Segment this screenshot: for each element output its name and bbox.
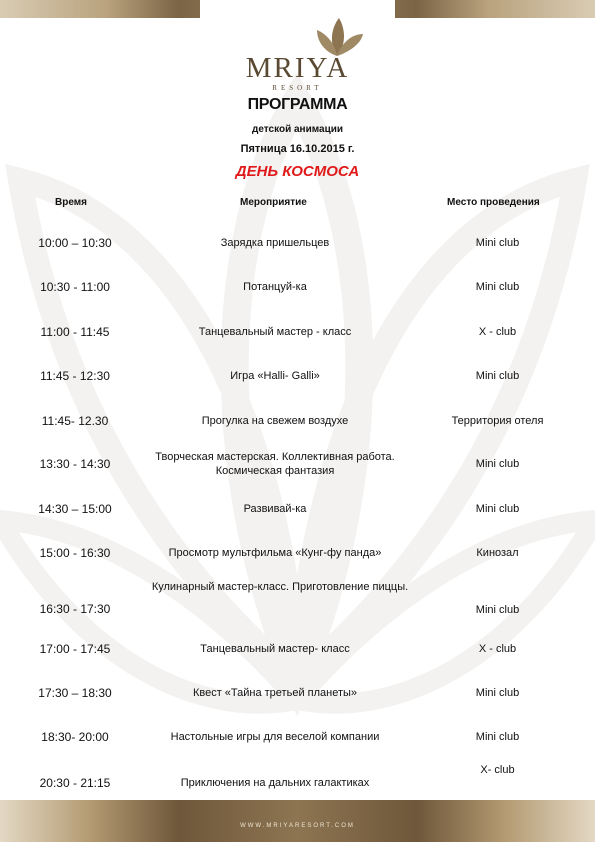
column-header-time: Время (55, 197, 87, 208)
schedule-row (0, 406, 595, 436)
row-place: X - club (478, 326, 517, 338)
row-time: 20:30 - 21:15 (39, 776, 111, 790)
row-time: 18:30- 20:00 (41, 730, 109, 744)
row-event: Игра «Halli- Galli» (230, 370, 320, 382)
row-place: Кинозал (476, 547, 519, 559)
row-place: Территория отеля (451, 415, 544, 427)
row-event: Потанцуй-ка (243, 281, 307, 293)
row-time: 13:30 - 14:30 (39, 457, 111, 471)
row-time: 11:45 - 12:30 (40, 369, 110, 383)
schedule-row (0, 228, 595, 258)
row-place: X - club (478, 643, 517, 655)
row-time: 15:00 - 16:30 (39, 546, 111, 560)
row-event: Приключения на дальних галактиках (180, 777, 370, 789)
row-time: 17:30 – 18:30 (38, 686, 112, 700)
row-place: Mini club (475, 687, 520, 699)
schedule-row (0, 538, 595, 568)
brand-logo-text: MRIYA (245, 52, 350, 84)
row-place: Mini club (475, 281, 520, 293)
row-event: Зарядка пришельцев (220, 237, 330, 249)
schedule-row (0, 317, 595, 347)
schedule-row (0, 634, 595, 664)
row-time: 11:45- 12.30 (41, 414, 109, 428)
row-event: Просмотр мультфильма «Кунг-фу панда» (168, 547, 382, 559)
row-event: Прогулка на свежем воздухе (201, 415, 349, 427)
row-time: 10:30 - 11:00 (40, 280, 110, 294)
column-header-event: Мероприятие (240, 197, 307, 208)
row-place: Mini club (475, 731, 520, 743)
schedule-row (0, 272, 595, 302)
schedule-row (0, 678, 595, 708)
program-theme: ДЕНЬ КОСМОСА (235, 163, 360, 180)
brand-logo-subtext: RESORT (272, 84, 323, 92)
row-time: 14:30 – 15:00 (38, 502, 112, 516)
row-event: Настольные игры для веселой компании (170, 731, 380, 743)
program-date: Пятница 16.10.2015 г. (240, 143, 355, 155)
row-event: Квест «Тайна третьей планеты» (192, 687, 358, 699)
row-place: X- club (480, 764, 515, 776)
row-place: Mini club (475, 458, 520, 470)
row-event: Танцевальный мастер- класс (200, 643, 350, 655)
schedule-row (0, 494, 595, 524)
schedule-row (0, 722, 595, 752)
row-time: 11:00 - 11:45 (40, 325, 110, 339)
row-place: Mini club (475, 237, 520, 249)
row-event: Развивай-ка (243, 503, 307, 515)
row-place: Mini club (475, 503, 520, 515)
row-place: Mini club (475, 604, 520, 616)
row-time: 10:00 – 10:30 (38, 236, 112, 250)
program-subtitle: детской анимации (251, 124, 344, 135)
row-time: 16:30 - 17:30 (39, 602, 111, 616)
schedule-row (0, 760, 595, 794)
schedule-row (0, 447, 595, 481)
bottom-gold-band (0, 800, 595, 842)
top-gold-band (0, 0, 595, 18)
row-event: Творческая мастерская. Коллективная работа. Космическая фантазия (155, 451, 395, 477)
row-event: Танцевальный мастер - класс (198, 326, 352, 338)
program-title: ПРОГРАММА (247, 96, 348, 113)
schedule-row (0, 580, 595, 618)
column-header-place: Место проведения (447, 197, 540, 208)
footer-website: WWW.MRIYARESORT.COM (240, 823, 355, 829)
row-place: Mini club (475, 370, 520, 382)
row-time: 17:00 - 17:45 (39, 642, 111, 656)
schedule-row (0, 361, 595, 391)
row-event: Кулинарный мастер-класс. Приготовление пиццы. (151, 581, 409, 593)
